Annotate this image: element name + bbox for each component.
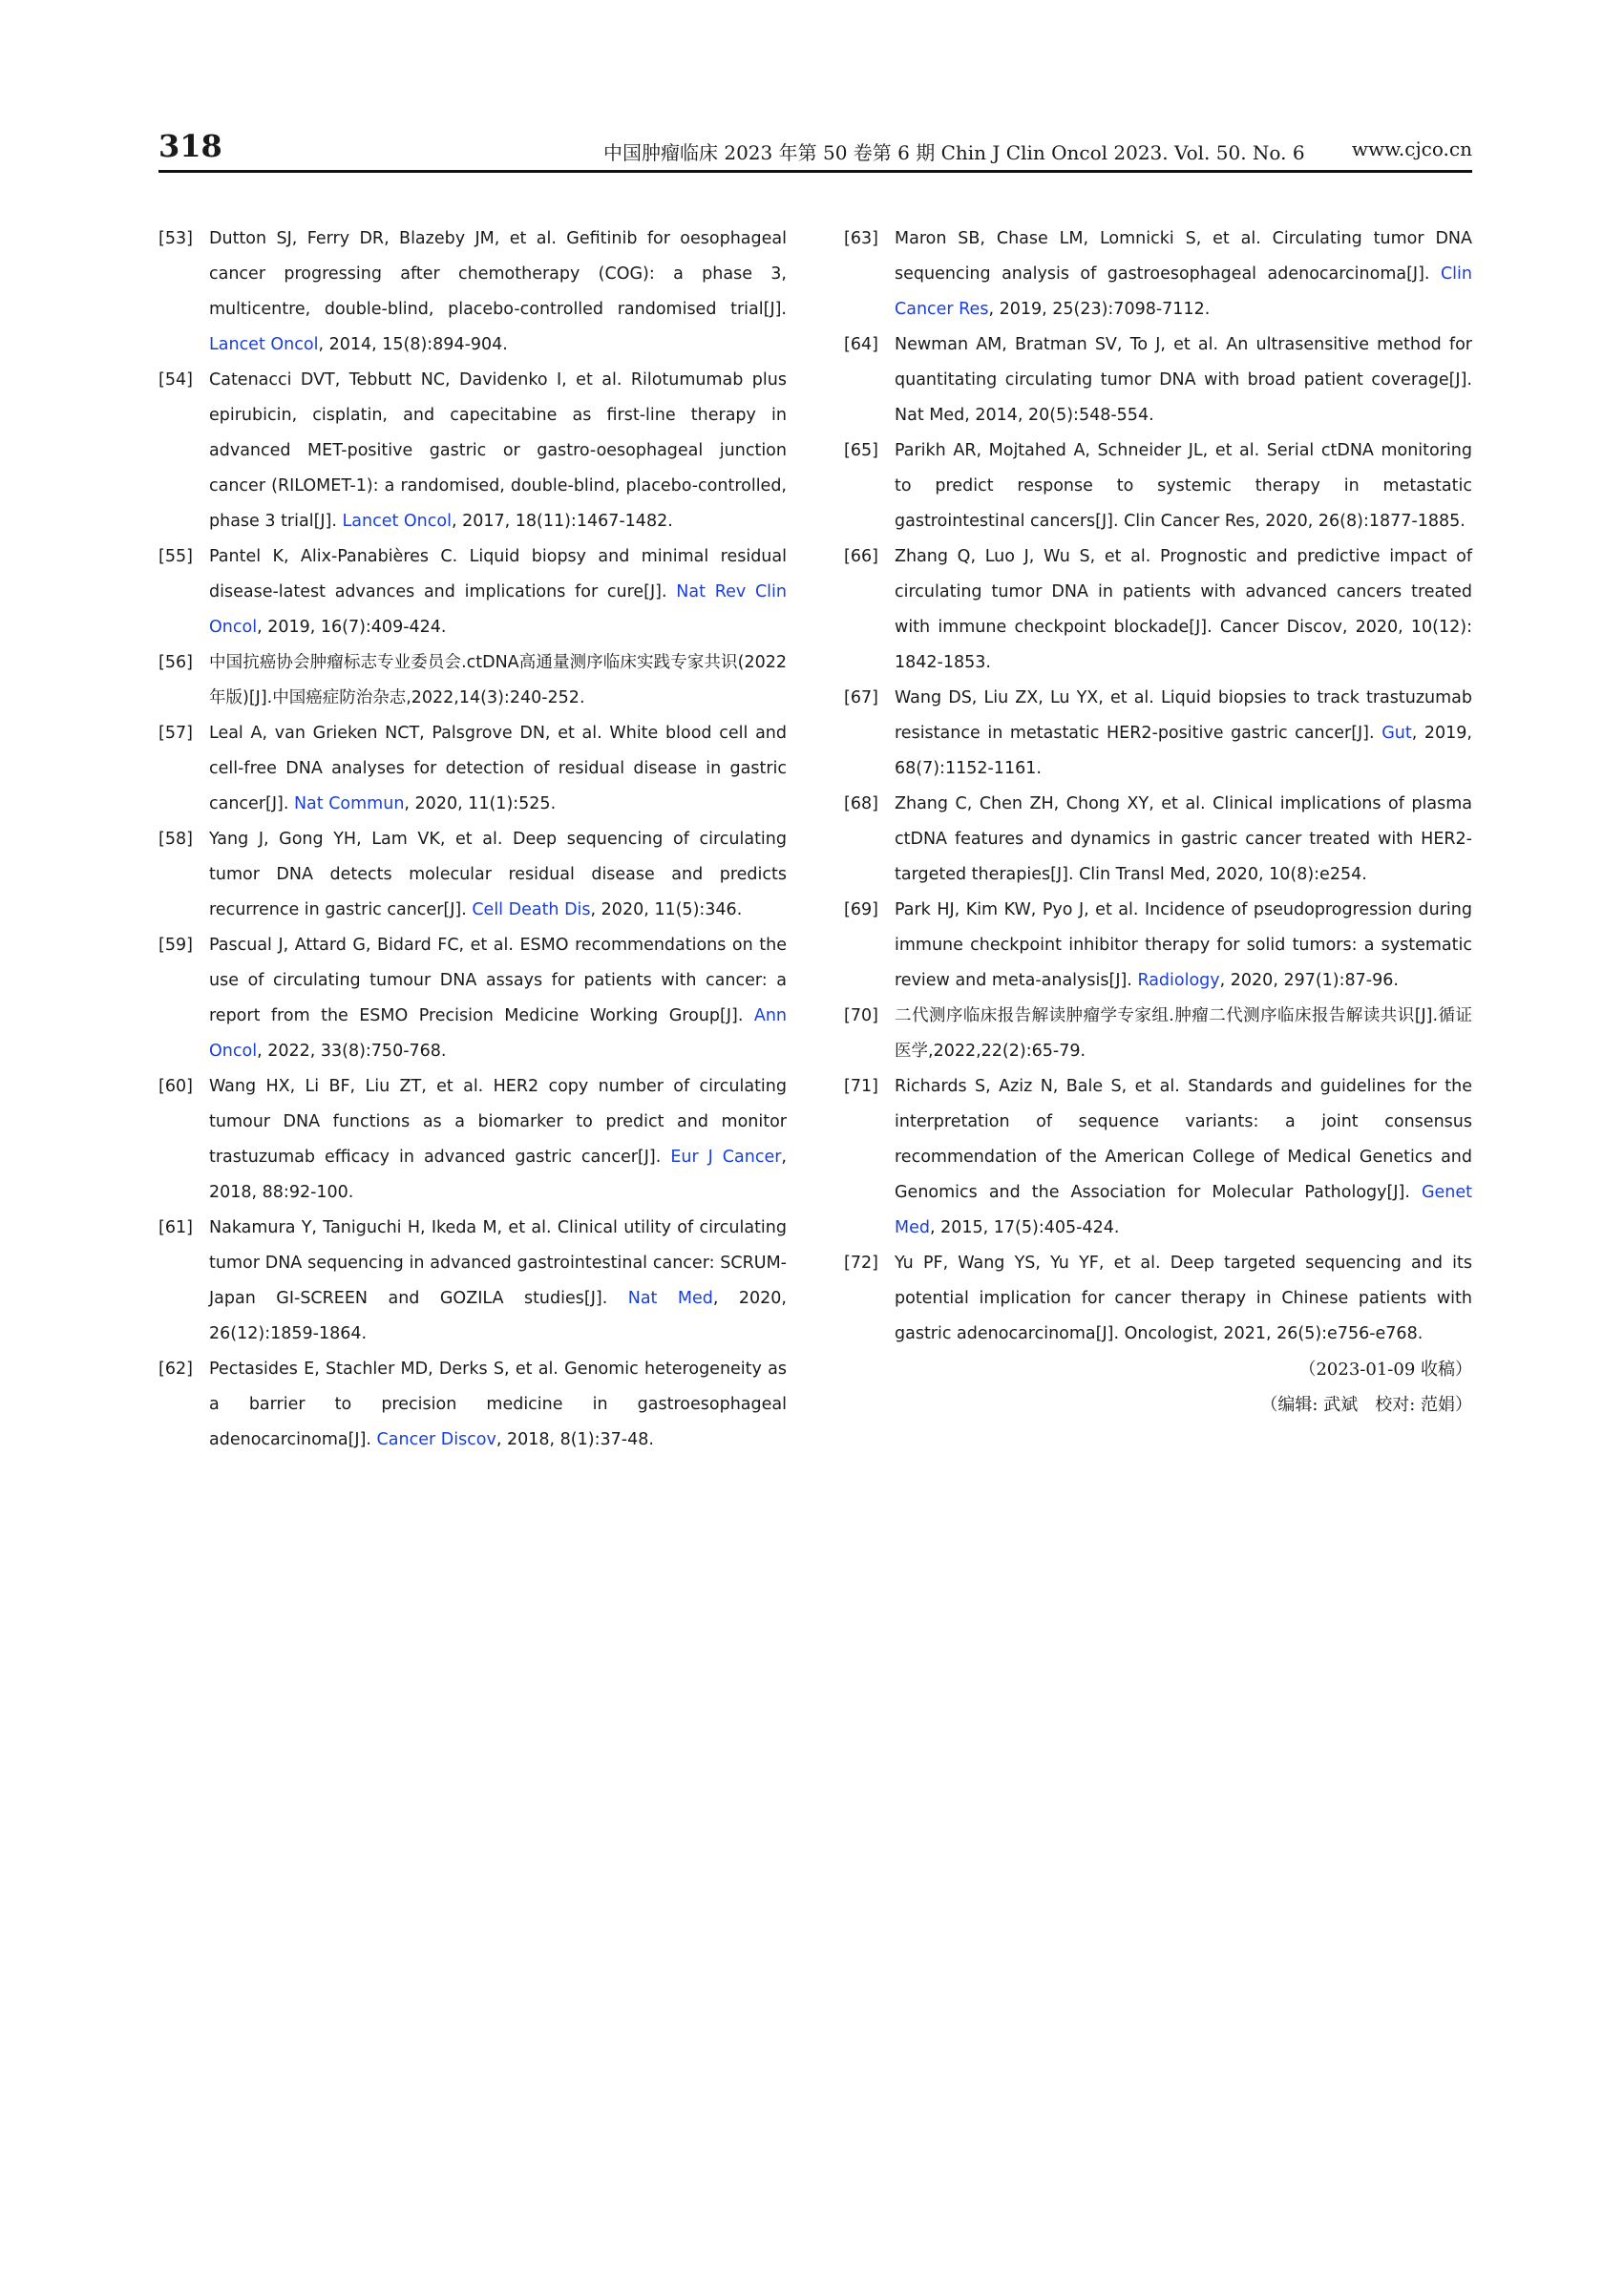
header-rule — [158, 170, 1472, 173]
reference-item — [844, 539, 1472, 681]
reference-text — [895, 999, 1472, 1069]
reference-body: Zhang Q, Luo J, Wu S, et al. Prognostic and predictive impact of circulating tumor DNA in patients with advanced cancers treated with immune checkpoint blockade[J]. Cancer Discov, 2020, 10(12): 1842-1853. — [895, 547, 1472, 672]
reference-number: [72] — [844, 1254, 878, 1273]
reference-number: [58] — [158, 830, 193, 849]
reference-number: [63] — [844, 229, 878, 248]
reference-body: Park HJ, Kim KW, Pyo J, et al. Incidence of pseudoprogression during immune checkpoint inhibitor therapy for solid tumors: a systematic review and meta-analysis[J]. — [895, 900, 1472, 990]
page-header — [158, 122, 1472, 170]
reference-body: Zhang C, Chen ZH, Chong XY, et al. Clinical implications of plasma ctDNA features and dynamics in gastric cancer treated with HER2-targeted therapies[J]. Clin Transl Med, 2020, 10(8):e254. — [895, 794, 1472, 884]
reference-citation: , 2020, 26(12):1859-1864. — [209, 1289, 787, 1343]
reference-item — [158, 1352, 787, 1458]
reference-number: [59] — [158, 936, 193, 955]
reference-item — [158, 1069, 787, 1211]
reference-item — [158, 363, 787, 539]
reference-body: Wang DS, Liu ZX, Lu YX, et al. Liquid biopsies to track trastuzumab resistance in metastatic HER2-positive gastric cancer[J]. — [895, 688, 1472, 743]
reference-body: Parikh AR, Mojtahed A, Schneider JL, et al. Serial ctDNA monitoring to predict response to systemic therapy in metastatic gastrointestinal cancers[J]. Clin Cancer Res, 2020, 26(8):1877-1885. — [895, 441, 1472, 531]
journal-link[interactable]: Genet Med — [895, 1183, 1472, 1237]
reference-body: Pascual J, Attard G, Bidard FC, et al. ESMO recommendations on the use of circulating tumour DNA assays for patients with cancer: a report from the ESMO Precision Medicine Working Group[J]. — [209, 936, 787, 1025]
reference-text — [209, 928, 787, 1069]
reference-citation: , 2020, 297(1):87-96. — [1219, 971, 1399, 990]
editor-credits: （编辑: 武斌 校对: 范娟） — [1260, 1395, 1472, 1415]
reference-number: [66] — [844, 547, 878, 566]
reference-citation: , 2019, 16(7):409-424. — [257, 618, 447, 637]
reference-text — [895, 221, 1472, 327]
reference-item — [158, 822, 787, 928]
reference-text — [209, 1069, 787, 1211]
reference-number: [70] — [844, 1006, 878, 1025]
reference-citation: , 2019, 25(23):7098-7112. — [988, 300, 1211, 319]
reference-number: [64] — [844, 335, 878, 354]
reference-citation: , 2022, 33(8):750-768. — [257, 1042, 447, 1061]
received-date: （2023-01-09 收稿） — [1298, 1360, 1472, 1380]
reference-item — [158, 928, 787, 1069]
reference-body: 中国抗癌协会肿瘤标志专业委员会.ctDNA高通量测序临床实践专家共识(2022年版)[J].中国癌症防治杂志,2022,14(3):240-252. — [209, 653, 787, 707]
reference-text — [895, 681, 1472, 787]
reference-text — [209, 1211, 787, 1352]
reference-citation: , 2018, 88:92-100. — [209, 1148, 787, 1202]
reference-text — [209, 822, 787, 928]
reference-item — [844, 327, 1472, 433]
journal-link[interactable]: Nat Rev Clin Oncol — [209, 582, 787, 637]
reference-item — [844, 1246, 1472, 1352]
reference-number: [55] — [158, 547, 193, 566]
reference-item — [158, 221, 787, 363]
reference-body: Yang J, Gong YH, Lam VK, et al. Deep sequencing of circulating tumor DNA detects molecular residual disease and predicts recurrence in gastric cancer[J]. — [209, 830, 787, 919]
reference-number: [61] — [158, 1218, 193, 1237]
references-right-column — [844, 221, 1472, 1423]
reference-citation: , 2020, 11(1):525. — [404, 794, 557, 813]
reference-body: Nakamura Y, Taniguchi H, Ikeda M, et al. Clinical utility of circulating tumor DNA sequencing in advanced gastrointestinal cancer: SCRUM-Japan GI-SCREEN and GOZILA studies[J]. — [209, 1218, 787, 1308]
reference-body: Maron SB, Chase LM, Lomnicki S, et al. Circulating tumor DNA sequencing analysis of gastroesophageal adenocarcinoma[J]. — [895, 229, 1472, 284]
reference-item — [158, 539, 787, 645]
reference-number: [56] — [158, 653, 193, 672]
reference-citation: , 2019, 68(7):1152-1161. — [895, 724, 1472, 778]
reference-number: [67] — [844, 688, 878, 707]
reference-text — [209, 716, 787, 822]
reference-body: Dutton SJ, Ferry DR, Blazeby JM, et al. Gefitinib for oesophageal cancer progressing after chemotherapy (COG): a phase 3, multicentre, double-blind, placebo-controlled randomised trial[J]. — [209, 229, 787, 319]
reference-citation: , 2020, 11(5):346. — [590, 900, 743, 919]
reference-text — [895, 787, 1472, 893]
reference-body: Wang HX, Li BF, Liu ZT, et al. HER2 copy number of circulating tumour DNA functions as a biomarker to predict and monitor trastuzumab efficacy in advanced gastric cancer[J]. — [209, 1077, 787, 1167]
reference-text — [209, 539, 787, 645]
journal-link[interactable]: Ann Oncol — [209, 1006, 787, 1061]
reference-text — [895, 327, 1472, 433]
reference-body: Newman AM, Bratman SV, To J, et al. An ultrasensitive method for quantitating circulating tumor DNA with broad patient coverage[J]. Nat Med, 2014, 20(5):548-554. — [895, 335, 1472, 425]
journal-link[interactable]: Nat Commun — [293, 794, 405, 813]
reference-number: [69] — [844, 900, 878, 919]
page-number: 318 — [158, 128, 222, 164]
reference-body: 二代测序临床报告解读肿瘤学专家组.肿瘤二代测序临床报告解读共识[J].循证医学,2022,22(2):65-79. — [895, 1006, 1472, 1061]
reference-item — [844, 787, 1472, 893]
reference-body: Catenacci DVT, Tebbutt NC, Davidenko I, et al. Rilotumumab plus epirubicin, cisplatin, and capecitabine as first-line therapy in advanced MET-positive gastric or gastro-oesophageal junction cancer (RILOMET-1): a randomised, double-blind, placebo-controlled, phase 3 trial[J]. — [209, 370, 787, 531]
reference-item — [844, 433, 1472, 539]
journal-link[interactable]: Eur J Cancer — [670, 1148, 782, 1167]
reference-number: [57] — [158, 724, 193, 743]
reference-body: Leal A, van Grieken NCT, Palsgrove DN, et al. White blood cell and cell-free DNA analyses for detection of residual disease in gastric cancer[J]. — [209, 724, 787, 813]
reference-item — [844, 1069, 1472, 1246]
reference-item — [158, 1211, 787, 1352]
journal-link[interactable]: Clin Cancer Res — [895, 264, 1472, 319]
reference-body: Yu PF, Wang YS, Yu YF, et al. Deep targeted sequencing and its potential implication for cancer therapy in Chinese patients with gastric adenocarcinoma[J]. Oncologist, 2021, 26(5):e756-e768. — [895, 1254, 1472, 1343]
reference-item — [844, 681, 1472, 787]
reference-number: [60] — [158, 1077, 193, 1096]
reference-text — [895, 433, 1472, 539]
reference-body: Pantel K, Alix-Panabières C. Liquid biopsy and minimal residual disease-latest advances and implications for cure[J]. — [209, 547, 787, 601]
journal-link[interactable]: Lancet Oncol — [342, 512, 452, 531]
journal-link[interactable]: Nat Med — [627, 1289, 713, 1308]
reference-number: [53] — [158, 229, 193, 248]
reference-number: [62] — [158, 1360, 193, 1379]
reference-citation: , 2017, 18(11):1467-1482. — [451, 512, 673, 531]
reference-number: [54] — [158, 370, 193, 390]
reference-item — [158, 716, 787, 822]
reference-body: Pectasides E, Stachler MD, Derks S, et al. Genomic heterogeneity as a barrier to precision medicine in gastroesophageal adenocarcinoma[J]. — [209, 1360, 787, 1449]
reference-number: [71] — [844, 1077, 878, 1096]
journal-link[interactable]: Lancet Oncol — [209, 335, 319, 354]
reference-item — [844, 893, 1472, 999]
reference-text — [209, 1352, 787, 1458]
journal-link[interactable]: Cell Death Dis — [472, 900, 591, 919]
journal-link[interactable]: Radiology — [1137, 971, 1220, 990]
reference-number: [65] — [844, 441, 878, 460]
journal-title: 中国肿瘤临床 2023 年第 50 卷第 6 期 Chin J Clin Oncol 2023. Vol. 50. No. 6 — [603, 141, 1305, 164]
references-left-column — [158, 221, 787, 1458]
reference-text — [209, 363, 787, 539]
reference-text — [895, 539, 1472, 681]
reference-item — [844, 999, 1472, 1069]
reference-number: [68] — [844, 794, 878, 813]
reference-item — [158, 645, 787, 716]
journal-link[interactable]: Gut — [1381, 724, 1412, 743]
journal-website: www.cjco.cn — [1351, 137, 1472, 160]
reference-text — [895, 1246, 1472, 1352]
reference-body: Richards S, Aziz N, Bale S, et al. Standards and guidelines for the interpretation of sequence variants: a joint consensus recommendation of the American College of Medical Genetics and Genomics and the Association for Molecular Pathology[J]. — [895, 1077, 1472, 1202]
reference-item — [844, 221, 1472, 327]
reference-text — [209, 645, 787, 716]
reference-text — [209, 221, 787, 363]
reference-text — [895, 893, 1472, 999]
reference-citation: , 2014, 15(8):894-904. — [318, 335, 508, 354]
journal-link[interactable]: Cancer Discov — [376, 1430, 496, 1449]
reference-citation: , 2015, 17(5):405-424. — [929, 1218, 1120, 1237]
reference-citation: , 2018, 8(1):37-48. — [496, 1430, 654, 1449]
reference-text — [895, 1069, 1472, 1246]
